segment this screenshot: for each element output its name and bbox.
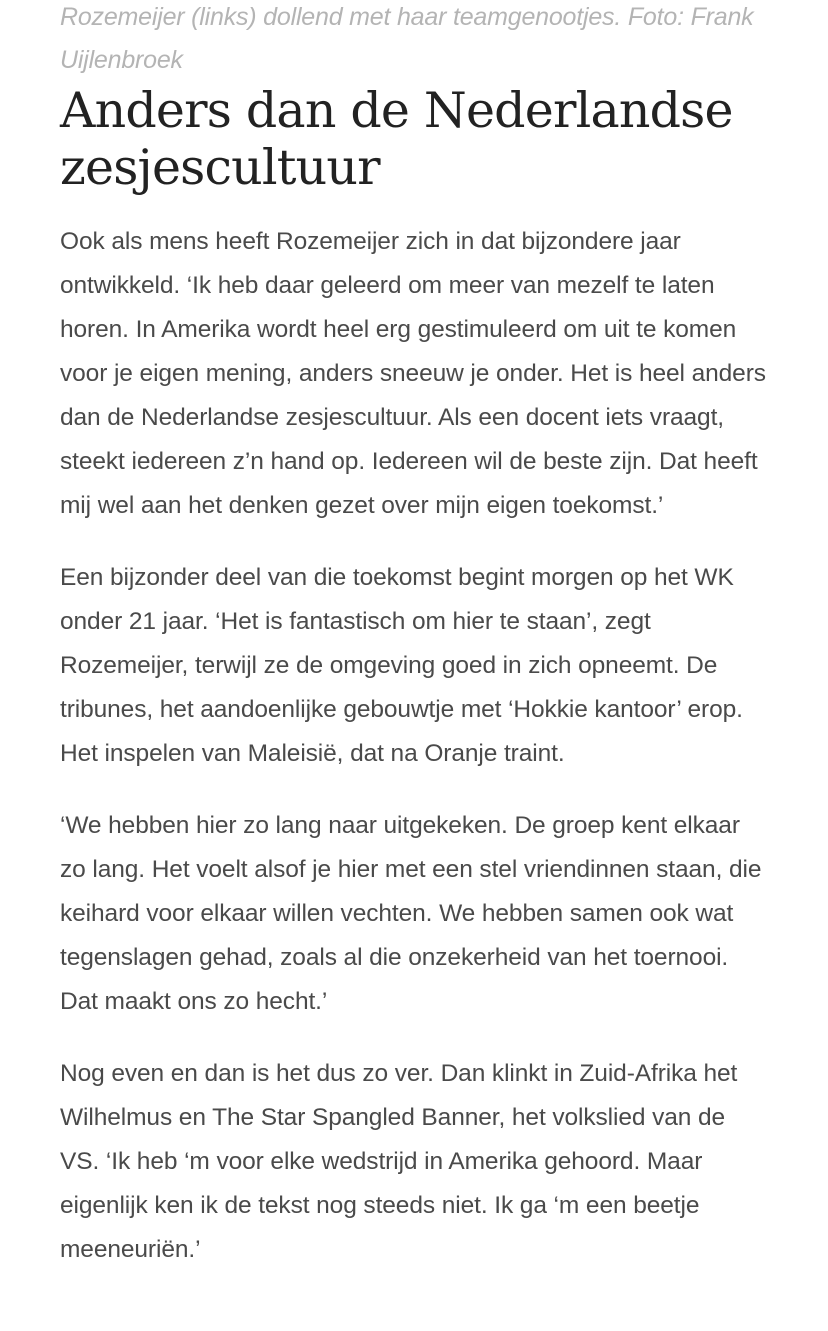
article-body	[60, 0, 770, 1300]
photo-caption: Rozemeijer (links) dollend met haar teamgenootjes. Foto: Frank Uijlenbroek	[60, 3, 754, 74]
paragraph: Nog even en dan is het dus zo ver. Dan klinkt in Zuid-Afrika het Wilhelmus en The Star Spangled Banner, het volkslied van de VS. ‘Ik heb ‘m voor elke wedstrijd in Amerika gehoord. Maar eigenlijk ken ik de tekst nog steeds niet. Ik ga ‘m een beetje meeneuriën.’	[60, 1060, 738, 1263]
paragraph: ‘We hebben hier zo lang naar uitgekeken. De groep kent elkaar zo lang. Het voelt alsof je hier met een stel vriendinnen staan, die keihard voor elkaar willen vechten. We hebben samen ook wat tegenslagen gehad, zoals al die onzekerheid van het toernooi. Dat maakt ons zo hecht.’	[60, 812, 762, 1015]
section-heading: Anders dan de Nederlandse zesjescultuur	[60, 82, 733, 196]
paragraph: Een bijzonder deel van die toekomst begint morgen op het WK onder 21 jaar. ‘Het is fantastisch om hier te staan’, zegt Rozemeijer, terwijl ze de omgeving goed in zich opneemt. De tribunes, het aandoenlijke gebouwtje met ‘Hokkie kantoor’ erop. Het inspelen van Maleisië, dat na Oranje traint.	[60, 564, 743, 767]
paragraph: Ook als mens heeft Rozemeijer zich in dat bijzondere jaar ontwikkeld. ‘Ik heb daar geleerd om meer van mezelf te laten horen. In Amerika wordt heel erg gestimuleerd om uit te komen voor je eigen mening, anders sneeuw je onder. Het is heel anders dan de Nederlandse zesjescultuur. Als een docent iets vraagt, steekt iedereen z’n hand op. Iedereen wil de beste zijn. Dat heeft mij wel aan het denken gezet over mijn eigen toekomst.’	[60, 228, 766, 519]
